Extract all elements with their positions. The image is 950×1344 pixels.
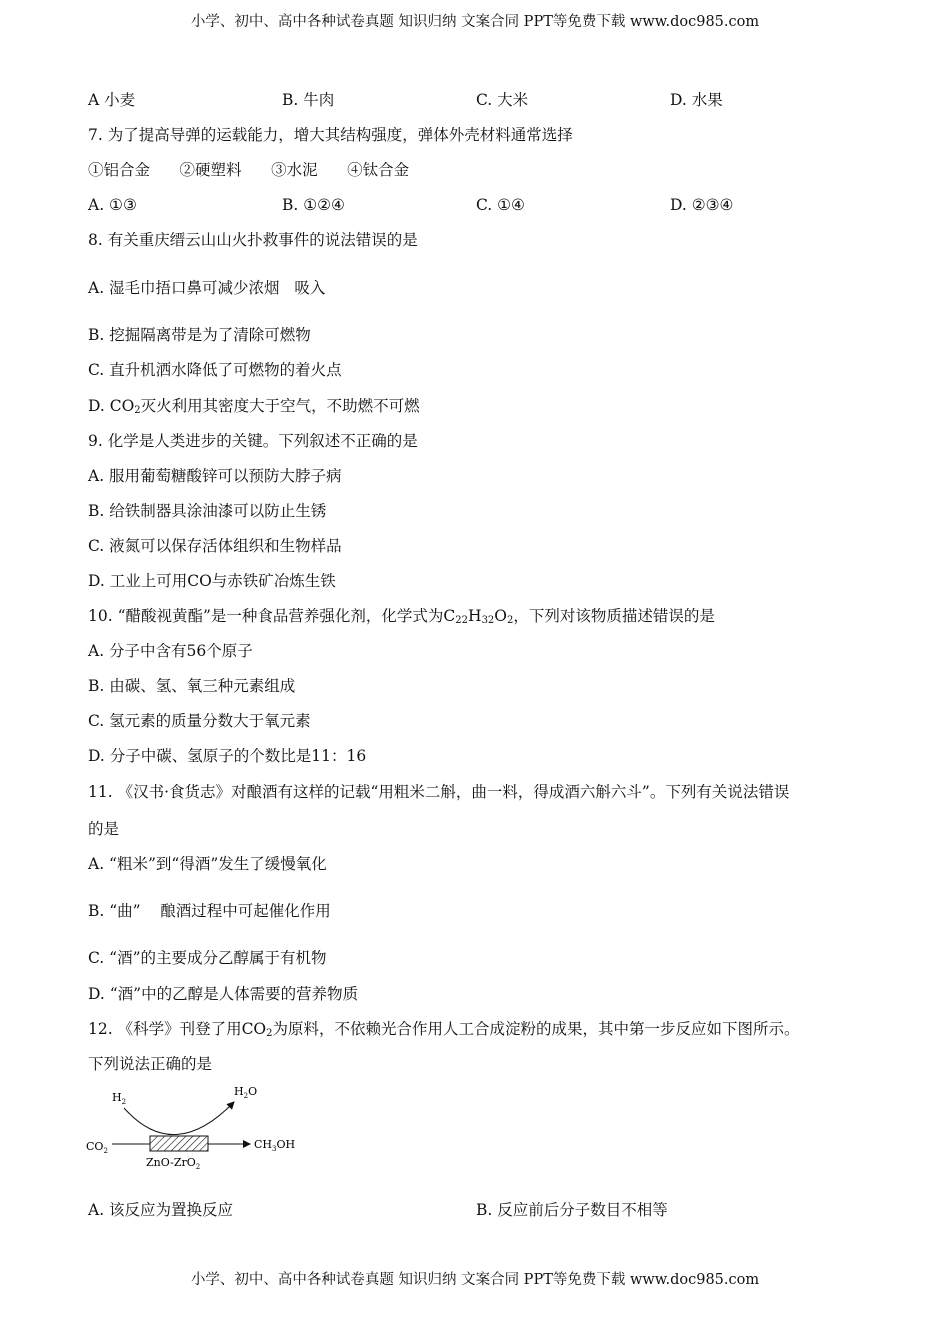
- q8-d-sub: 2: [134, 405, 141, 416]
- q7-option-d: D. ②③④: [670, 196, 734, 214]
- catalyst-box: [150, 1136, 208, 1151]
- q11-stem-line2: 的是: [88, 820, 120, 838]
- q10-option-d: D. 分子中碳、氢原子的个数比是11：16: [88, 747, 367, 765]
- q11-option-a: A. “粗米”到“得酒”发生了缓慢氧化: [88, 855, 327, 873]
- q10-stem-suffix: ，下列对该物质描述错误的是: [513, 607, 715, 625]
- q6-option-a: A 小麦: [88, 91, 136, 109]
- q9-stem: 9. 化学是人类进步的关键。下列叙述不正确的是: [88, 432, 418, 450]
- q10-option-c: C. 氢元素的质量分数大于氧元素: [88, 712, 311, 730]
- q12-stem-sub: 2: [266, 1028, 273, 1039]
- q11-option-b: B. “曲” 酿酒过程中可起催化作用: [88, 902, 331, 920]
- q12-stem-suffix: 为原料，不依赖光合作用人工合成淀粉的成果，其中第一步反应如下图所示。: [272, 1020, 800, 1038]
- q10-sub-o: 2: [507, 615, 514, 626]
- q10-stem-prefix: 10. “醋酸视黄酯”是一种食品营养强化剂，化学式为C: [88, 607, 456, 625]
- q10-option-a: A. 分子中含有56个原子: [88, 642, 253, 660]
- q8-option-c: C. 直升机洒水降低了可燃物的着火点: [88, 361, 342, 379]
- h2-label: $H_2$: [112, 1091, 127, 1106]
- q10-option-b: B. 由碳、氢、氧三种元素组成: [88, 677, 296, 695]
- reaction-diagram: [84, 1082, 314, 1174]
- q7-option-a: A. ①③: [88, 196, 137, 214]
- q6-option-c: C. 大米: [476, 91, 529, 109]
- q7-option-b: B. ①②④: [282, 196, 345, 214]
- curved-arrow: [124, 1102, 234, 1135]
- q9-option-a: A. 服用葡萄糖酸锌可以预防大脖子病: [88, 467, 342, 485]
- q9-option-b: B. 给铁制器具涂油漆可以防止生锈: [88, 502, 327, 520]
- q8-option-a: A. 湿毛巾捂口鼻可减少浓烟 吸入: [88, 279, 326, 297]
- q12-option-a: A. 该反应为置换反应: [88, 1201, 234, 1219]
- q12-stem-line2: 下列说法正确的是: [88, 1055, 213, 1073]
- q10-sub-h: 32: [481, 615, 495, 626]
- q6-option-b: B. 牛肉: [282, 91, 335, 109]
- page-header: 小学、初中、高中各种试卷真题 知识归纳 文案合同 PPT等免费下载 www.doc985.com: [190, 14, 760, 30]
- q9-option-c: C. 液氮可以保存活体组织和生物样品: [88, 537, 342, 555]
- q8-option-b: B. 挖掘隔离带是为了清除可燃物: [88, 326, 311, 344]
- ch3oh-label: $CH_3OH$: [254, 1138, 296, 1153]
- q6-option-d: D. 水果: [670, 91, 723, 109]
- q10-stem: [88, 606, 715, 631]
- q7-choices: ①铝合金 ②硬塑料 ③水泥 ④钛合金: [88, 161, 410, 179]
- h2o-label: $H_2O$: [234, 1085, 258, 1100]
- q10-sub-c: 22: [455, 615, 469, 626]
- q8-stem: 8. 有关重庆缙云山山火扑救事件的说法错误的是: [88, 231, 418, 249]
- page-footer: 小学、初中、高中各种试卷真题 知识归纳 文案合同 PPT等免费下载 www.doc985.com: [190, 1272, 760, 1288]
- q12-option-b: B. 反应前后分子数目不相等: [476, 1201, 668, 1219]
- q10-o: O: [494, 607, 508, 625]
- q11-option-d: D. “酒”中的乙醇是人体需要的营养物质: [88, 985, 359, 1003]
- q11-stem-line1: 11. 《汉书·食货志》对酿酒有这样的记载“用粗米二斛，曲一料，得成酒六斛六斗”。下列有关说法错误: [88, 783, 790, 801]
- q12-stem-line1: [88, 1019, 800, 1044]
- catalyst-label: ZnO-ZrO$_2$: [146, 1156, 201, 1171]
- q7-option-c: C. ①④: [476, 196, 525, 214]
- q8-d-prefix: D. CO: [88, 397, 135, 415]
- q10-h: H: [468, 607, 482, 625]
- q11-option-c: C. “酒”的主要成分乙醇属于有机物: [88, 949, 327, 967]
- q12-stem-prefix: 12. 《科学》刊登了用CO: [88, 1020, 267, 1038]
- q7-stem: 7. 为了提高导弹的运载能力，增大其结构强度，弹体外壳材料通常选择: [88, 126, 573, 144]
- q9-option-d: D. 工业上可用CO与赤铁矿冶炼生铁: [88, 572, 336, 590]
- q8-d-suffix: 灭火利用其密度大于空气，不助燃不可燃: [140, 397, 420, 415]
- q8-option-d: [88, 396, 420, 421]
- co2-label: $CO_2$: [86, 1140, 108, 1155]
